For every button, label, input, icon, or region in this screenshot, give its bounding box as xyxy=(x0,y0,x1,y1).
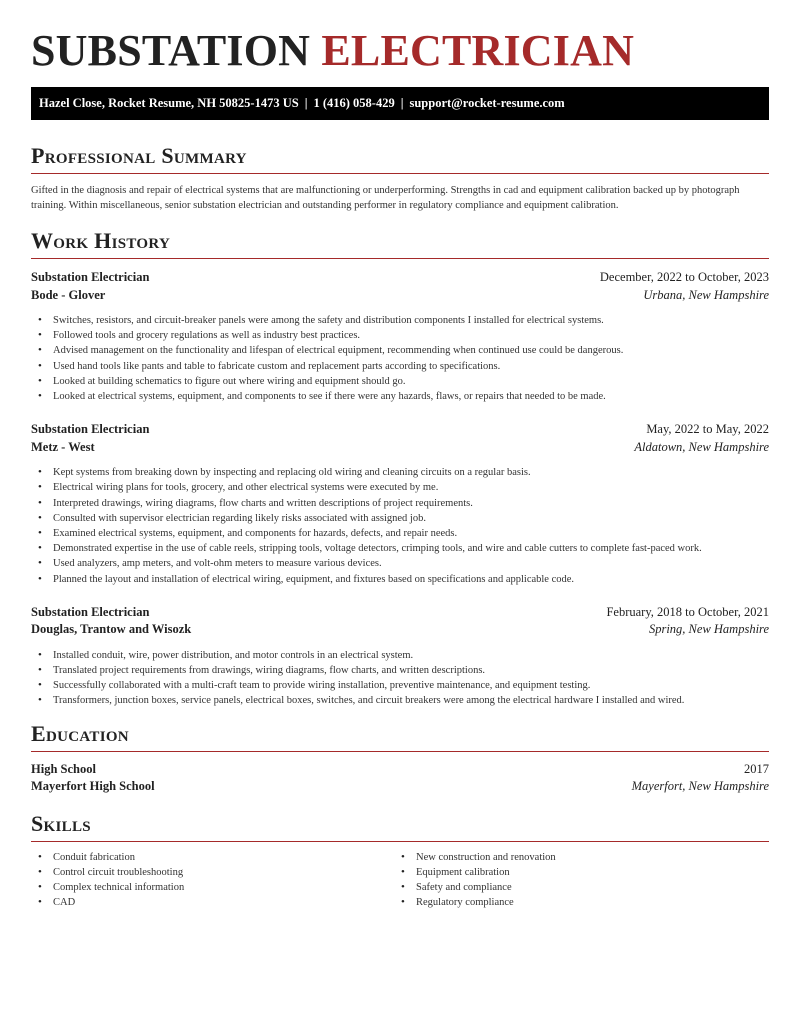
skill-item: • Regulatory compliance xyxy=(394,895,757,910)
contact-separator: | xyxy=(304,96,308,110)
job-title: Substation Electrician xyxy=(31,270,150,284)
job-duties xyxy=(31,465,769,587)
skills-list xyxy=(31,850,769,911)
job-duty: • Successfully collaborated with a multi-craft team to provide wiring installation, preventive maintenance, and equipment testing. xyxy=(31,678,769,693)
job-company: Douglas, Trantow and Wisozk xyxy=(31,622,192,637)
skill-item: • Equipment calibration xyxy=(394,865,757,880)
name-last: ELECTRICIAN xyxy=(321,26,635,75)
job-duty: • Followed tools and grocery regulations as well as industry best practices. xyxy=(31,328,769,343)
education-entry xyxy=(31,761,769,796)
summary-heading: Professional Summary xyxy=(31,143,247,168)
skill-item: • Complex technical information xyxy=(31,880,394,895)
education-school: Mayerfort High School xyxy=(31,779,155,794)
contact-phone: 1 (416) 058-429 xyxy=(313,96,395,110)
skill-item: • Safety and compliance xyxy=(394,880,757,895)
skill-item: • Conduit fabrication xyxy=(31,850,394,865)
section-divider xyxy=(31,841,769,842)
candidate-name xyxy=(31,26,769,76)
skills-heading: Skills xyxy=(31,810,91,836)
job-duty: • Consulted with supervisor electrician regarding likely risks associated with assigned job. xyxy=(31,511,769,526)
job-duty: • Used hand tools like pants and table to fabricate custom and replacement parts according to specifications. xyxy=(31,359,769,374)
job-duty: • Kept systems from breaking down by inspecting and replacing old wiring and cleaning circuits on a regular basis. xyxy=(31,465,769,480)
job-duty: • Electrical wiring plans for tools, grocery, and other electrical systems were executed by me. xyxy=(31,480,769,495)
job-title: Substation Electrician xyxy=(31,604,150,619)
job-company: Metz - West xyxy=(31,439,95,454)
job-entry xyxy=(31,604,769,709)
job-duty: • Translated project requirements from drawings, wiring diagrams, flow charts, and written descriptions. xyxy=(31,663,769,678)
job-dates: May, 2022 to May, 2022 xyxy=(646,422,769,437)
work-history-heading: Work History xyxy=(31,228,171,253)
job-duty: • Demonstrated expertise in the use of cable reels, stripping tools, voltage detectors, crimping tools, and wire and cable cutters to complete fast-paced work. xyxy=(31,541,769,556)
education-location: Mayerfort, New Hampshire xyxy=(631,779,769,794)
skill-item: • CAD xyxy=(31,895,394,910)
job-location: Aldatown, New Hampshire xyxy=(634,439,769,454)
contact-separator: | xyxy=(400,96,404,110)
name-first: SUBSTATION xyxy=(31,26,311,75)
job-duty: • Looked at electrical systems, equipment, and components to see if there were any hazards, flaws, or repairs that needed to be made. xyxy=(31,389,769,404)
job-duties xyxy=(31,648,769,709)
education-degree: High School xyxy=(31,761,96,776)
section-divider xyxy=(31,173,769,174)
skills-column-right xyxy=(394,850,757,911)
job-duty: • Advised management on the functionality and lifespan of electrical equipment, recommending when continued use could be dangerous. xyxy=(31,343,769,358)
job-duty: • Planned the layout and installation of electrical wiring, equipment, and fixtures based on specifications and applicable code. xyxy=(31,572,769,587)
job-location: Urbana, New Hampshire xyxy=(643,287,769,302)
job-entry xyxy=(31,421,769,587)
job-dates: February, 2018 to October, 2021 xyxy=(606,604,769,619)
skill-item: • New construction and renovation xyxy=(394,850,757,865)
job-duty: • Transformers, junction boxes, service panels, electrical boxes, switches, and circuit breakers were among the electrical hardware I installed and wired. xyxy=(31,693,769,708)
job-title: Substation Electrician xyxy=(31,422,150,437)
skill-item: • Control circuit troubleshooting xyxy=(31,865,394,880)
job-duty: • Switches, resistors, and circuit-breaker panels were among the safety and distribution components I installed for electrical systems. xyxy=(31,313,769,328)
skills-column-left xyxy=(31,850,394,911)
job-duty: • Used analyzers, amp meters, and volt-ohm meters to measure various devices. xyxy=(31,556,769,571)
job-duty: • Looked at building schematics to figure out where wiring and equipment should go. xyxy=(31,374,769,389)
contact-bar xyxy=(31,87,769,120)
resume-page xyxy=(31,0,769,910)
section-divider xyxy=(31,751,769,752)
job-entry xyxy=(31,269,769,404)
job-company: Bode - Glover xyxy=(31,287,106,302)
education-heading: Education xyxy=(31,720,129,746)
job-duty: • Interpreted drawings, wiring diagrams, flow charts and written descriptions of project requirements. xyxy=(31,496,769,511)
section-divider xyxy=(31,258,769,259)
job-duties xyxy=(31,313,769,404)
job-duty: • Examined electrical systems, equipment, and components for hazards, defects, and repair needs. xyxy=(31,526,769,541)
education-year: 2017 xyxy=(744,761,769,776)
contact-email: support@rocket-resume.com xyxy=(409,96,565,110)
job-location: Spring, New Hampshire xyxy=(648,622,769,637)
job-dates: December, 2022 to October, 2023 xyxy=(599,270,769,284)
summary-text: Gifted in the diagnosis and repair of electrical systems that are malfunctioning or underperforming. Strengths in cad and equipment calibration backed up by photograph training. Within miscellaneous, senior substation electrician and outstanding performer in regulatory compliance and equipment calibration. xyxy=(31,185,740,211)
job-duty: • Installed conduit, wire, power distribution, and motor controls in an electrical system. xyxy=(31,648,769,663)
contact-address: Hazel Close, Rocket Resume, NH 50825-1473 US xyxy=(39,96,299,110)
